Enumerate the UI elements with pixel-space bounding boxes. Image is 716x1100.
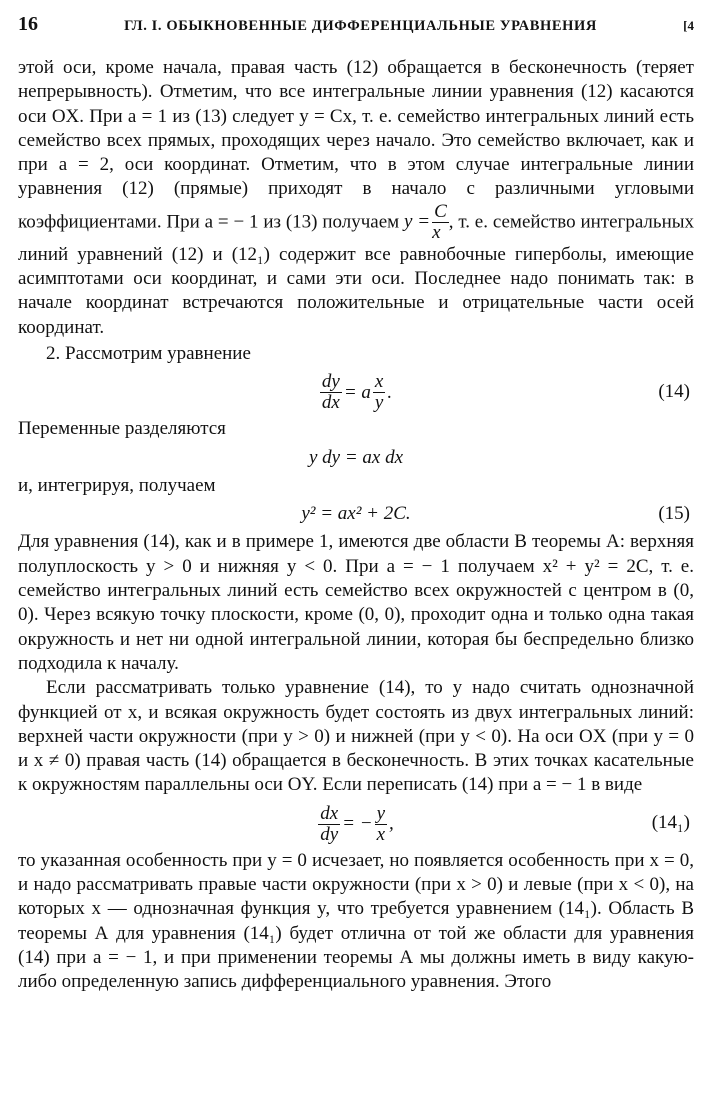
- eq14-lhs-numerator: dy: [321, 371, 340, 393]
- paragraph-1-text: этой оси, кроме начала, правая часть (12) обращается в бесконечность (теряет непрерывность). Отметим, что все интегральные линии уравнения (12) касаются оси OX. При a = 1 из (13) следует y = Cx, т. е. семейство интегральных линий есть семейство всех прямых, проходящих через начало. Это семейство включает, как и при a = 2, оси координат. Отметим, что в этом случае интегральные линии уравнения (12) (прямые) приходят в начало с различными угловыми коэффициентами. При a = − 1 из (13) получаем: [18, 57, 694, 233]
- eq14-rhs-numerator: x: [374, 371, 384, 393]
- running-title: ГЛ. I. ОБЫКНОВЕННЫЕ ДИФФЕРЕНЦИАЛЬНЫЕ УРАВНЕНИЯ: [124, 18, 597, 34]
- section-mark: [4: [683, 18, 694, 33]
- paragraph-2: 2. Рассмотрим уравнение: [46, 342, 251, 364]
- equation-separated: [18, 446, 694, 470]
- equation-15-number: (15): [658, 503, 690, 525]
- equation-14-lhs-fraction: [320, 372, 342, 413]
- page-header: [18, 12, 694, 42]
- eq14-1-rhs-numerator: y: [376, 802, 386, 824]
- inline-fraction-denominator: x: [432, 221, 441, 243]
- equation-15-body: y² = ax² + 2C.: [301, 503, 411, 525]
- inline-equation-hyperbola: [404, 202, 449, 243]
- equation-14-1: [18, 802, 694, 845]
- eq14-tail: .: [387, 381, 393, 403]
- equation-separated-body: y dy = ax dx: [308, 446, 404, 468]
- paragraph-5: Для уравнения (14), как и в примере 1, имеются две области B теоремы А: верхняя полуплоскость y > 0 и нижняя y < 0. При a = − 1 получаем x² + y² = 2C, т. е. семейство интегральных линий есть семейство всех окружностей с центром в (0, 0). Через всякую точку плоскости, кроме (0, 0), проходит одна и только одна такая окружность и нет ни одной интегральной линии, которая бы беспредельно близко подходила к началу.: [18, 531, 694, 674]
- equation-14-1-lhs-fraction: [318, 804, 340, 845]
- equation-14-1-rhs-fraction: [375, 804, 387, 845]
- equation-14-body: [320, 372, 392, 413]
- eq14-lhs-denominator: dx: [321, 392, 340, 414]
- paragraph-6: Если рассматривать только уравнение (14), то y надо считать однозначной функцией от x, и всякая окружность будет состоять из двух интегральных линий: верхней части окружности (при y > 0) и нижней (при y < 0). На оси OX (при y = 0 и x ≠ 0) правая часть (14) обращается в бесконечность. В этих точках касательные к окружностям параллельны оси OY. Если переписать (14) при a = − 1 в виде: [18, 677, 694, 796]
- paragraph-1: [18, 56, 694, 340]
- paragraph-3: Переменные разделяются: [18, 418, 226, 440]
- equation-15: [18, 502, 694, 526]
- inline-fraction-numerator: C: [434, 200, 447, 222]
- equation-14-number: (14): [658, 380, 690, 402]
- eq14-rhs-denominator: y: [374, 392, 384, 414]
- eq14-1-rhs-denominator: x: [376, 823, 386, 845]
- eq14-1-lhs-numerator: dx: [320, 802, 339, 824]
- eq14-1-lhs-denominator: dy: [320, 823, 339, 845]
- paragraph-4: и, интегрируя, получаем: [18, 474, 216, 496]
- inline-fraction: [432, 202, 449, 243]
- paragraph-1-continuation: , т. е. семейство интегральных линий уравнений (12) и (12₁) содержит все равнобочные гиперболы, имеющие асимптотами оси координат, и сами эти оси. Последнее надо понимать так: в начале координат встречаются положительные и отрицательные части осей координат.: [18, 211, 695, 338]
- eq14-1-tail: ,: [389, 813, 394, 835]
- paragraph-7: то указанная особенность при y = 0 исчезает, но появляется особенность при x = 0, и надо рассматривать правые части окружности (при x > 0) и левые (при x < 0), на которых x — однозначная функция y, что требуется уравнением (14₁). Область B теоремы А для уравнения (14₁) будет отлична от той же области для уравнения (14) при a = − 1, и при применении теоремы А мы должны иметь в виду какую-либо определенную запись дифференциального уравнения. Этого: [18, 849, 694, 993]
- equation-14-1-body: [318, 804, 394, 845]
- equation-14: [18, 370, 694, 413]
- equation-14-1-number: (14₁): [651, 812, 690, 834]
- eq14-1-middle: = −: [342, 813, 373, 835]
- equation-14-rhs-fraction: [373, 372, 385, 413]
- inline-eq-lhs: y =: [404, 211, 431, 233]
- eq14-middle: = a: [343, 381, 371, 403]
- page-number: 16: [18, 13, 38, 35]
